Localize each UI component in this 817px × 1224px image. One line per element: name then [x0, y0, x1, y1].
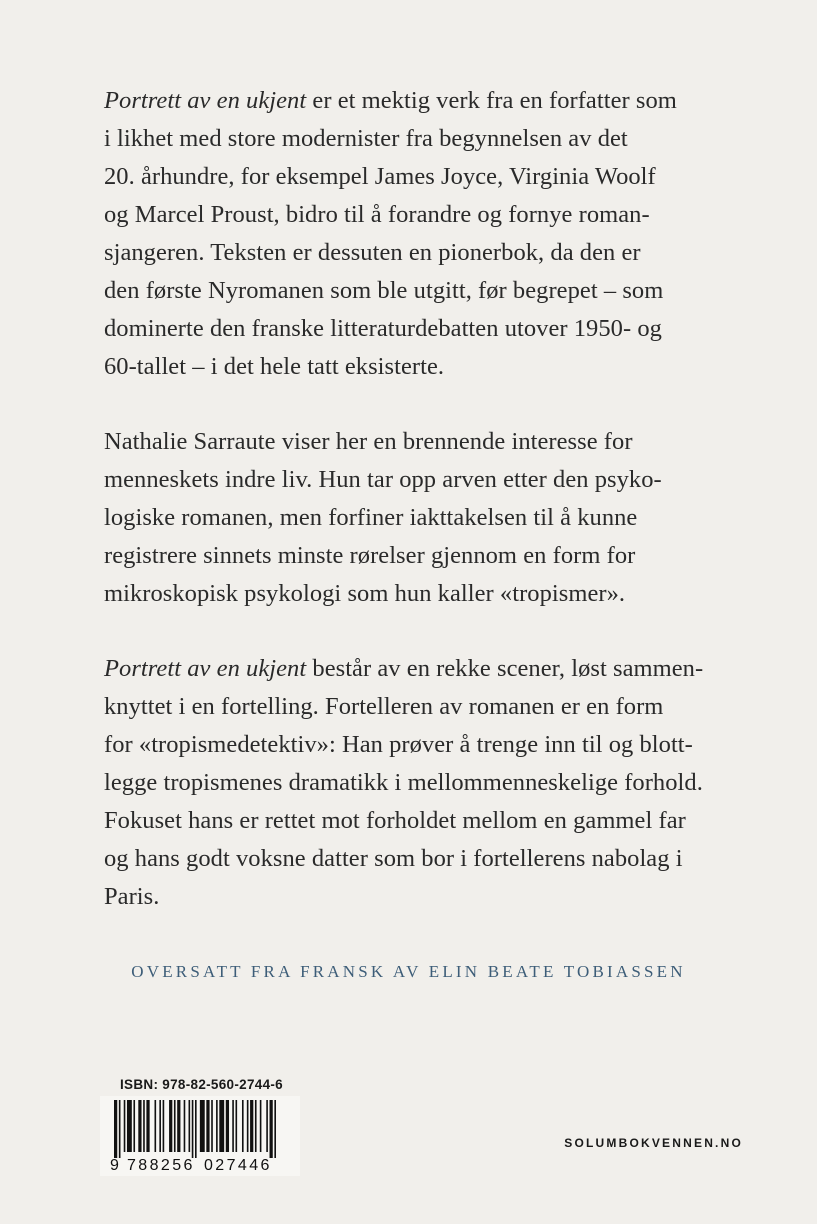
barcode-bar [146, 1100, 149, 1152]
barcode-bar [226, 1100, 229, 1152]
barcode-bar [124, 1100, 126, 1152]
paragraph-line: for «tropismedetektiv»: Han prøver å trenge inn til og blott- [104, 731, 693, 758]
paragraph-line: Fokuset hans er rettet mot forholdet mellom en gammel far [104, 807, 686, 834]
barcode-bar [247, 1100, 249, 1152]
paragraph-line: Portrett av en ukjent består av en rekke scener, løst sammen- [104, 655, 704, 682]
barcode-digits-left: 788256 [127, 1157, 195, 1174]
barcode-bar [260, 1100, 262, 1152]
barcode-bars [114, 1100, 276, 1158]
paragraph-line: logiske romanen, men forfiner iakttakelsen til å kunne [104, 504, 638, 531]
paragraph-author [104, 423, 724, 613]
barcode-bar [127, 1100, 132, 1152]
paragraph-line: og Marcel Proust, bidro til å forandre og fornye roman- [104, 201, 650, 228]
barcode-bar [195, 1100, 197, 1158]
translator-credit: OVERSATT FRA FRANSK AV ELIN BEATE TOBIASSEN [131, 962, 686, 981]
barcode-digit-first: 9 [110, 1157, 119, 1174]
paragraph-line: Nathalie Sarraute viser her en brennende interesse for [104, 428, 633, 455]
barcode-bar [219, 1100, 224, 1152]
barcode-digits-right: 027446 [204, 1157, 272, 1174]
barcode-bar [255, 1100, 257, 1152]
paragraph-line: Paris. [104, 883, 160, 910]
barcode-bar [250, 1100, 253, 1152]
barcode-bar [119, 1100, 121, 1158]
barcode-bar [163, 1100, 165, 1152]
barcode-bar [177, 1100, 180, 1152]
barcode-bar [138, 1100, 141, 1152]
paragraph-line: knyttet i en fortelling. Fortelleren av romanen er en form [104, 693, 664, 720]
barcode-bar [174, 1100, 176, 1152]
paragraph-line: menneskets indre liv. Hun tar opp arven etter den psyko- [104, 466, 662, 493]
barcode-bar [155, 1100, 157, 1152]
book-title-italic: Portrett av en ukjent [104, 87, 307, 114]
paragraph-line: den første Nyromanen som ble utgitt, før begrepet – som [104, 277, 664, 304]
barcode-bar [242, 1100, 244, 1152]
paragraph-line: registrere sinnets minste rørelser gjennom en form for [104, 542, 636, 569]
paragraph-line: Portrett av en ukjent er et mektig verk fra en forfatter som [104, 87, 677, 114]
paragraph-plot [104, 650, 724, 916]
barcode-bar [274, 1100, 276, 1158]
barcode-bar [232, 1100, 234, 1152]
paragraph-intro [104, 82, 724, 386]
paragraph-line: mikroskopisk psykologi som hun kaller «tropismer». [104, 580, 626, 607]
barcode-bar [184, 1100, 186, 1152]
publisher-url: SOLUMBOKVENNEN.NO [564, 1136, 743, 1150]
barcode-bar [270, 1100, 273, 1158]
barcode-bar [192, 1100, 194, 1158]
barcode-bar [266, 1100, 268, 1152]
paragraph-line: og hans godt voksne datter som bor i fortellerens nabolag i [104, 845, 683, 872]
barcode-bar [143, 1100, 145, 1152]
book-title-italic: Portrett av en ukjent [104, 655, 307, 682]
paragraph-line: 20. århundre, for eksempel James Joyce, Virginia Woolf [104, 163, 656, 190]
barcode-bar [200, 1100, 205, 1152]
paragraph-line: sjangeren. Teksten er dessuten en pionerbok, da den er [104, 239, 641, 266]
isbn-label: ISBN: 978-82-560-2744-6 [120, 1077, 283, 1092]
paragraph-line: dominerte den franske litteraturdebatten utover 1950- og [104, 315, 662, 342]
barcode-bar [216, 1100, 218, 1152]
barcode-bar [206, 1100, 209, 1152]
barcode-bar [133, 1100, 135, 1152]
barcode-bar [159, 1100, 161, 1152]
paragraph-line: i likhet med store modernister fra begynnelsen av det [104, 125, 628, 152]
paragraph-line: 60-tallet – i det hele tatt eksisterte. [104, 353, 445, 380]
barcode-bar [211, 1100, 213, 1152]
barcode-bar [169, 1100, 172, 1152]
barcode-bar [114, 1100, 117, 1158]
isbn-barcode [100, 1096, 300, 1176]
barcode-bar [189, 1100, 191, 1152]
paragraph-line: legge tropismenes dramatikk i mellommenneskelige forhold. [104, 769, 703, 796]
barcode-bar [236, 1100, 238, 1152]
